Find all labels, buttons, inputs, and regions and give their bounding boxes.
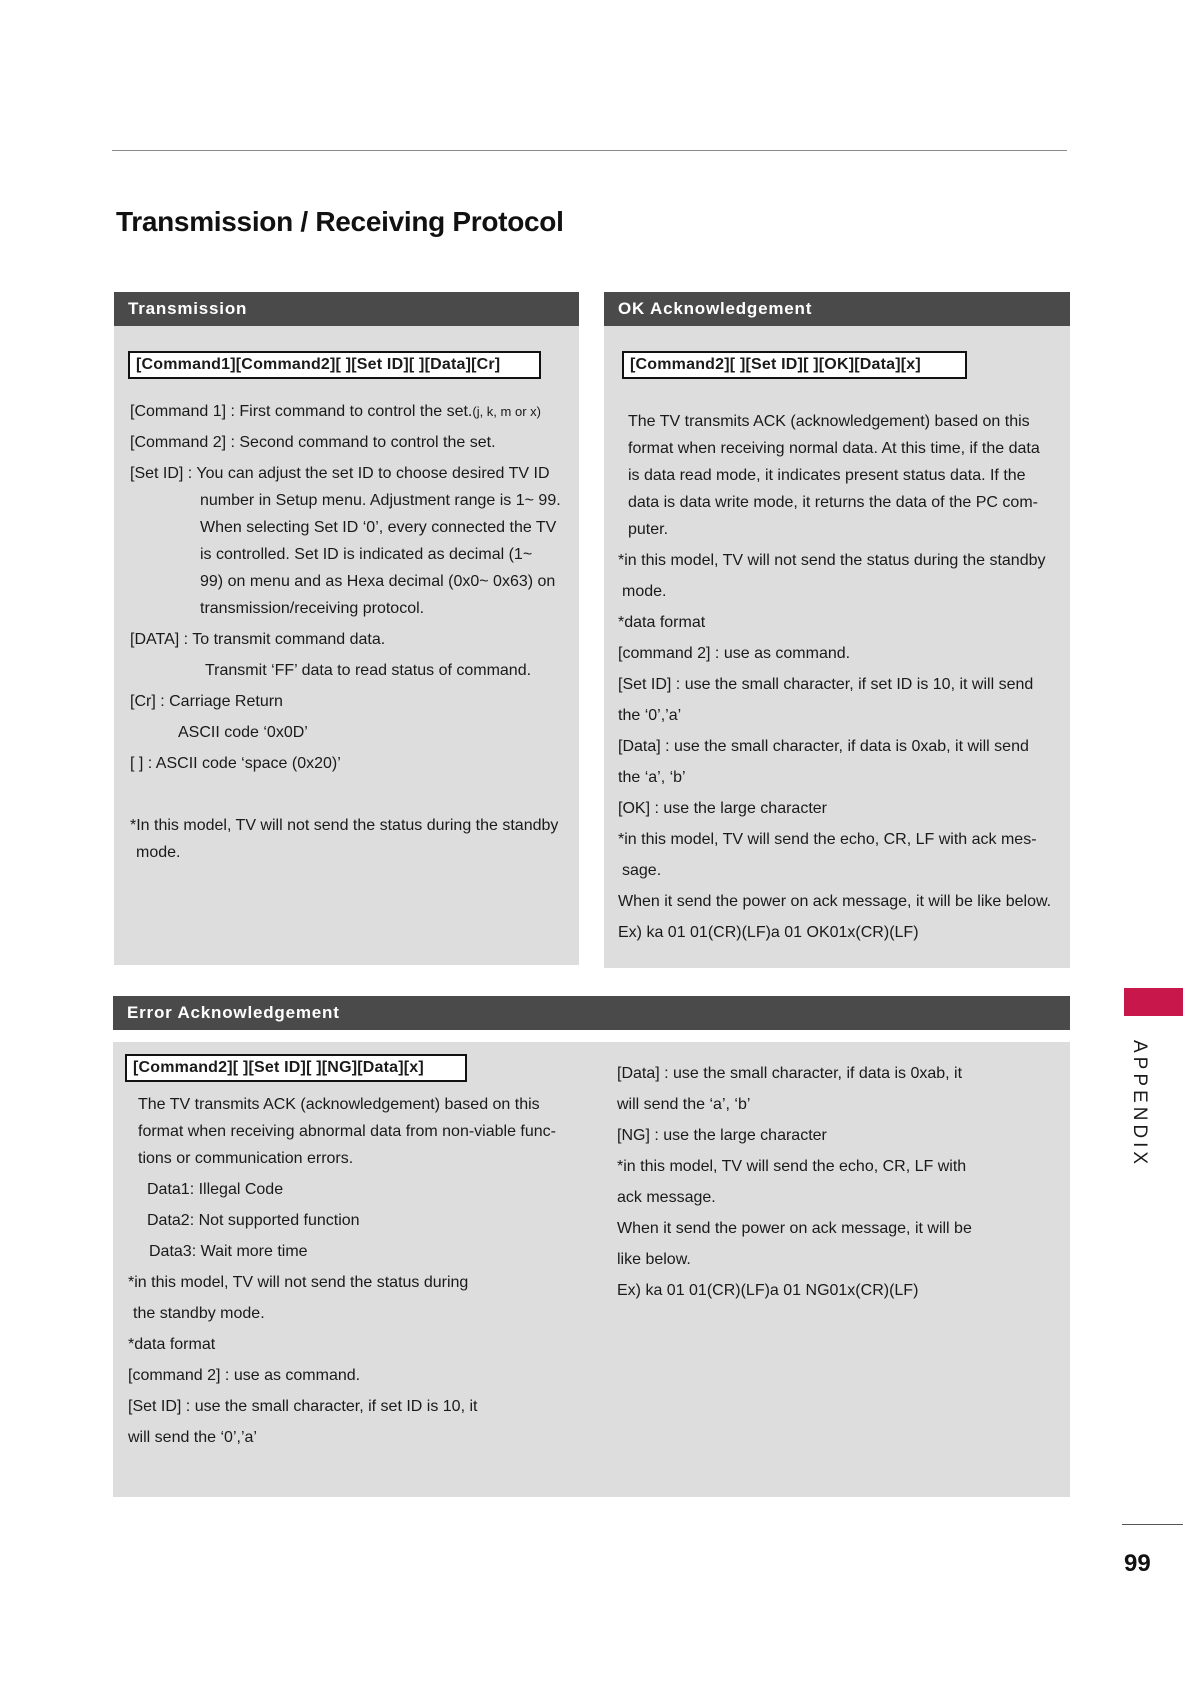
error-ack-data1: Data1: Illegal Code: [147, 1181, 284, 1198]
ok-ack-p5: puter.: [628, 521, 669, 538]
transmission-cmd1: [130, 402, 541, 422]
ok-ack-setid-1: [Set ID] : use the small character, if set ID is 10, it will send: [618, 676, 1034, 693]
ok-ack-note-1: *in this model, TV will not send the status during the standby: [618, 552, 1046, 569]
error-ack-power-1: When it send the power on ack message, it will be: [617, 1220, 972, 1237]
error-ack-header: Error Acknowledgement: [113, 996, 1070, 1030]
transmission-setid-2: number in Setup menu. Adjustment range is 1~ 99.: [200, 492, 561, 509]
ok-ack-data-2: the ‘a’, ‘b’: [618, 769, 686, 786]
transmission-cmd2: [Command 2] : Second command to control the set.: [130, 434, 496, 451]
appendix-tab-marker: [1124, 988, 1183, 1016]
ok-ack-format: [Command2][ ][Set ID][ ][OK][Data][x]: [622, 351, 967, 379]
error-ack-setid-1: [Set ID] : use the small character, if set ID is 10, it: [128, 1398, 478, 1415]
transmission-setid-3: When selecting Set ID ‘0’, every connected the TV: [200, 519, 557, 536]
transmission-space: [ ] : ASCII code ‘space (0x20)’: [130, 755, 341, 772]
error-ack-ng: [NG] : use the large character: [617, 1127, 827, 1144]
ok-ack-power: When it send the power on ack message, it will be like below.: [618, 893, 1052, 910]
page-title: Transmission / Receiving Protocol: [116, 206, 564, 237]
transmission-setid-4: is controlled. Set ID is indicated as decimal (1~: [200, 546, 533, 563]
ok-ack-p3: is data read mode, it indicates present status data. If the: [628, 467, 1026, 484]
ok-ack-p2: format when receiving normal data. At this time, if the data: [628, 440, 1040, 457]
error-ack-setid-2: will send the ‘0’,’a’: [128, 1429, 257, 1446]
error-ack-data2: Data2: Not supported function: [147, 1212, 360, 1229]
error-ack-data3: Data3: Wait more time: [149, 1243, 308, 1260]
transmission-note-2: mode.: [136, 844, 181, 861]
ok-ack-echo-1: *in this model, TV will send the echo, CR, LF with ack mes-: [618, 831, 1037, 848]
ok-ack-echo-2: sage.: [622, 862, 662, 879]
ok-ack-p1: The TV transmits ACK (acknowledgement) based on this: [628, 413, 1030, 430]
cmd1-text: [Command 1] : First command to control the set.: [130, 403, 473, 420]
error-ack-p1: The TV transmits ACK (acknowledgement) based on this: [138, 1096, 540, 1113]
ok-ack-ok: [OK] : use the large character: [618, 800, 827, 817]
ok-ack-note-2: mode.: [622, 583, 667, 600]
transmission-data-1: [DATA] : To transmit command data.: [130, 631, 386, 648]
transmission-data-2: Transmit ‘FF’ data to read status of command.: [205, 662, 532, 679]
error-ack-echo-1: *in this model, TV will send the echo, CR, LF with: [617, 1158, 967, 1175]
error-ack-right-data-2: will send the ‘a’, ‘b’: [617, 1096, 751, 1113]
transmission-setid-6: transmission/receiving protocol.: [200, 600, 425, 617]
error-ack-power-2: like below.: [617, 1251, 691, 1268]
ok-ack-data-format: *data format: [618, 614, 706, 631]
transmission-cr-1: [Cr] : Carriage Return: [130, 693, 283, 710]
transmission-header: Transmission: [114, 292, 579, 326]
page-number: 99: [1124, 1550, 1151, 1577]
ok-ack-example: Ex) ka 01 01(CR)(LF)a 01 OK01x(CR)(LF): [618, 924, 919, 941]
transmission-note-1: *In this model, TV will not send the status during the standby: [130, 817, 559, 834]
transmission-format: [Command1][Command2][ ][Set ID][ ][Data][Cr]: [128, 351, 541, 379]
transmission-setid-5: 99) on menu and as Hexa decimal (0x0~ 0x63) on: [200, 573, 556, 590]
error-ack-echo-2: ack message.: [617, 1189, 716, 1206]
ok-ack-setid-2: the ‘0’,’a’: [618, 707, 682, 724]
ok-ack-data-1: [Data] : use the small character, if data is 0xab, it will send: [618, 738, 1029, 755]
error-ack-right-data-1: [Data] : use the small character, if data is 0xab, it: [617, 1065, 963, 1082]
error-ack-format: [Command2][ ][Set ID][ ][NG][Data][x]: [125, 1054, 467, 1082]
error-ack-command2: [command 2] : use as command.: [128, 1367, 361, 1384]
ok-ack-header: OK Acknowledgement: [604, 292, 1070, 326]
error-ack-note-1: *in this model, TV will not send the status during: [128, 1274, 469, 1291]
top-rule: [112, 150, 1067, 151]
appendix-label: APPENDIX: [1129, 1040, 1150, 1169]
error-ack-note-2: the standby mode.: [133, 1305, 265, 1322]
footer-rule: [1122, 1524, 1183, 1525]
error-ack-data-format: *data format: [128, 1336, 216, 1353]
ok-ack-p4: data is data write mode, it returns the data of the PC com-: [628, 494, 1038, 511]
error-ack-p3: tions or communication errors.: [138, 1150, 354, 1167]
transmission-setid-1: [Set ID] : You can adjust the set ID to choose desired TV ID: [130, 465, 550, 482]
cmd1-note: (j, k, m or x): [472, 404, 541, 419]
ok-ack-command2: [command 2] : use as command.: [618, 645, 851, 662]
error-ack-example: Ex) ka 01 01(CR)(LF)a 01 NG01x(CR)(LF): [617, 1282, 919, 1299]
transmission-cr-2: ASCII code ‘0x0D’: [178, 724, 308, 741]
error-ack-p2: format when receiving abnormal data from non-viable func-: [138, 1123, 556, 1140]
